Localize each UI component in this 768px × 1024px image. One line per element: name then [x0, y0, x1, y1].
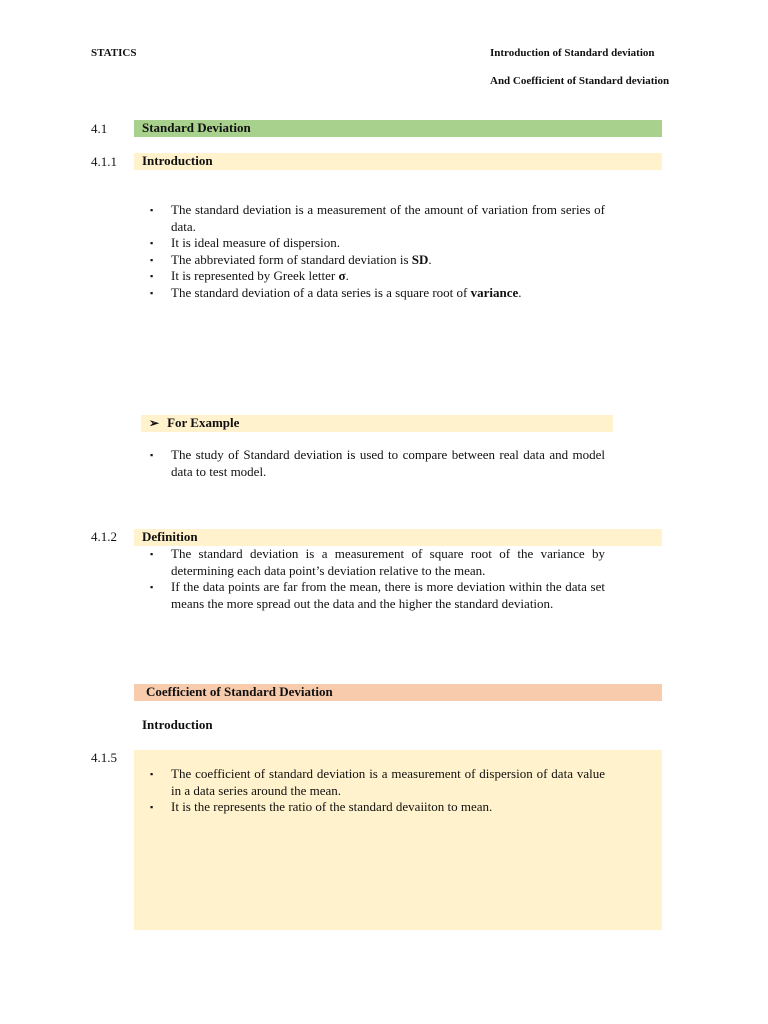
section-number-4-1-5: 4.1.5 — [91, 750, 117, 765]
section-number-4-1-1: 4.1.1 — [91, 154, 117, 169]
list-item: ▪ The coefficient of standard deviation is a measurement of dispersion of data value in a data series around the mean. — [150, 766, 605, 798]
bullet-icon: ▪ — [150, 450, 154, 460]
list-item: ▪ The standard deviation is a measurement of square root of the variance by determining each data point’s deviation relative to the mean. — [150, 546, 605, 578]
list-item: ▪ The standard deviation of a data series is a square root of variance. — [150, 284, 522, 300]
definition-bullet-list — [146, 546, 605, 612]
section-title-standard-deviation: Standard Deviation — [142, 120, 251, 135]
example-bullet-list — [146, 447, 605, 480]
list-item: ▪ The abbreviated form of standard deviation is SD. — [150, 251, 432, 267]
bullet-icon: ▪ — [150, 271, 154, 281]
list-item: ▪ It is ideal measure of dispersion. — [150, 235, 340, 250]
bullet-icon: ▪ — [150, 254, 154, 265]
section-title-introduction: Introduction — [142, 153, 213, 168]
header-left: STATICS — [91, 47, 137, 59]
list-item: ▪ If the data points are far from the mean, there is more deviation within the data set means the more spread out the data and the higher the standard deviation. — [150, 579, 605, 611]
header-right-line1: Introduction of Standard deviation — [490, 47, 655, 59]
list-item: ▪ It is the represents the ratio of the standard devaiiton to mean. — [150, 799, 493, 814]
header-right-line2: And Coefficient of Standard deviation — [490, 75, 670, 87]
section-bar-definition — [134, 529, 662, 546]
list-item: ▪ The study of Standard deviation is used to compare between real data and model data to test model. — [150, 447, 605, 479]
bullet-icon: ▪ — [150, 769, 154, 779]
section-bar-coefficient — [134, 684, 662, 701]
section-title-coefficient: Coefficient of Standard Deviation — [146, 684, 333, 699]
example-title: For Example — [167, 415, 240, 430]
bullet-icon: ▪ — [150, 238, 154, 248]
section-bar-standard-deviation — [134, 120, 662, 137]
list-item: ▪ The standard deviation is a measurement of the amount of variation from series of data. — [150, 202, 605, 234]
bullet-icon: ▪ — [150, 582, 154, 592]
section-title-definition: Definition — [142, 529, 198, 544]
bullet-icon: ▪ — [150, 549, 154, 559]
bullet-icon: ▪ — [150, 802, 154, 812]
intro-bullet-list — [146, 202, 605, 301]
coef-introduction-heading: Introduction — [142, 717, 213, 732]
list-item: ▪ It is represented by Greek letter σ. — [150, 268, 349, 283]
section-number-4-1-2: 4.1.2 — [91, 529, 117, 544]
section-bar-introduction — [134, 153, 662, 170]
bullet-icon: ▪ — [150, 287, 154, 298]
coef-bullet-list — [146, 766, 605, 816]
example-bar — [141, 415, 613, 432]
section-number-4-1: 4.1 — [91, 121, 108, 136]
arrow-icon: ➢ — [149, 416, 160, 430]
bullet-icon: ▪ — [150, 205, 154, 215]
